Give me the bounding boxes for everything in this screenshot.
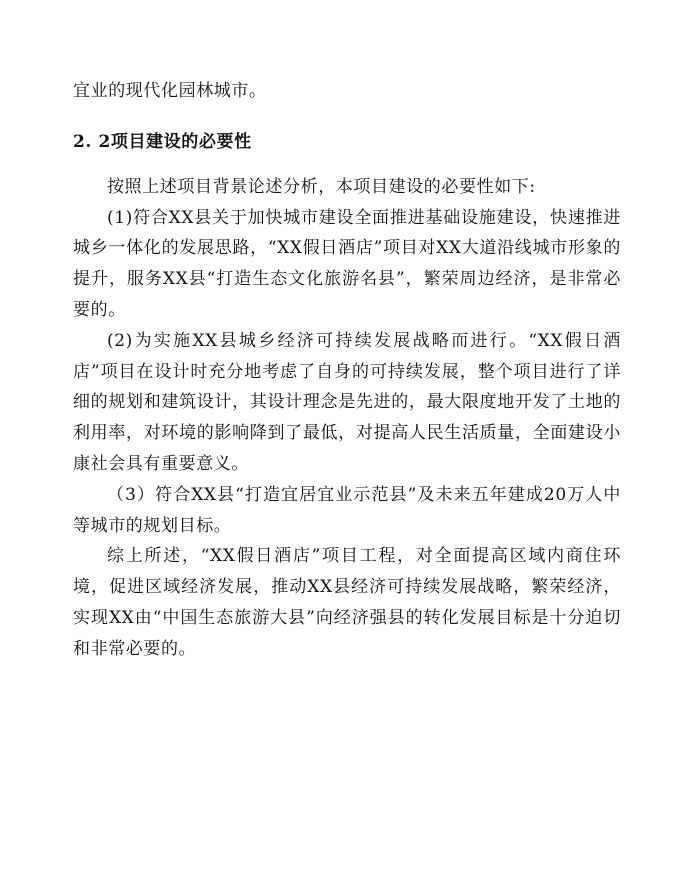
- intro-paragraph: 按照上述项目背景论述分析，本项目建设的必要性如下:: [107, 176, 536, 197]
- document-body: [73, 76, 621, 665]
- spacer: [73, 107, 621, 127]
- section-heading: 2. 2项目建设的必要性: [73, 131, 252, 152]
- spacer: [73, 157, 621, 172]
- conclusion-paragraph: 综上所述，“XX假日酒店”项目工程，对全面提高区域内商住环境，促进区域经济发展，推动XX县经济可持续发展战略，繁荣经济，实现XX由“中国生态旅游大县”向经济强县的转化发展目标是十分迫切和非常必要的。: [73, 546, 621, 659]
- point-3-paragraph: （3）符合XX县“打造宜居宜业示范县”及未来五年建成20万人中等城市的规划目标。: [73, 484, 621, 536]
- point-1-paragraph: (1)符合XX县关于加快城市建设全面推进基础设施建设，快速推进城乡一体化的发展思路，“XX假日酒店”项目对XX大道沿线城市形象的提升，服务XX县“打造生态文化旅游名县”，繁荣周边经济，是非常必要的。: [73, 207, 621, 320]
- point-2-paragraph: (2)为实施XX县城乡经济可持续发展战略而进行。“XX假日酒店”项目在设计时充分地考虑了自身的可持续发展，整个项目进行了详细的规划和建筑设计，其设计理念是先进的，最大限度地开发了土地的利用率，对环境的影响降到了最低，对提高人民生活质量，全面建设小康社会具有重要意义。: [73, 330, 621, 474]
- continuation-text: 宜业的现代化园林城市。: [73, 81, 267, 101]
